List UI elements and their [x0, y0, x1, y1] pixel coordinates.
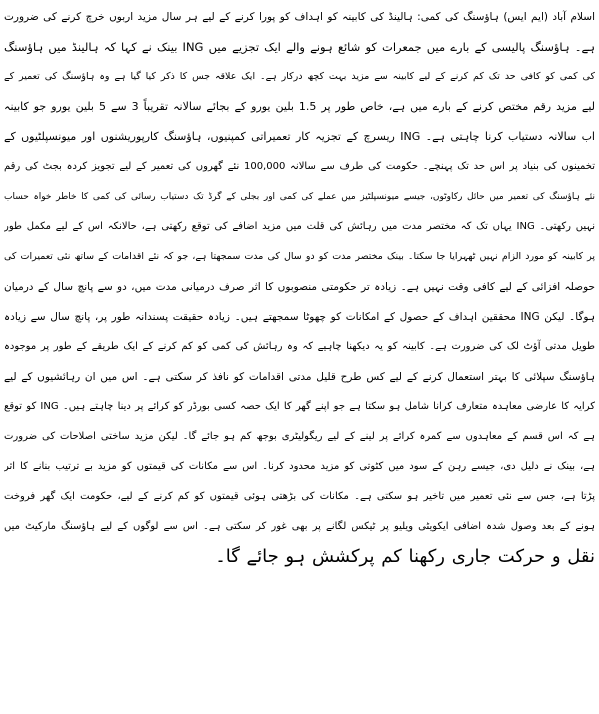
article-line: ہوگا۔ لیکن ING محققین اہداف کے حصول کے امکانات کو چھوٹا سمجھتے ہیں۔ زیادہ حقیقت پسندانہ طور پر، پانچ سال سے زیادہ — [4, 311, 595, 323]
article-line: اسلام آباد (ایم ایس) ہاؤسنگ کی کمی: ہالینڈ کی کابینہ کو اہداف کو پورا کرنے کے لیے ہر سال مزید اربوں خرچ کرنے کی ضرورت — [4, 11, 595, 23]
article-line: پڑتا ہے، جس سے نئی تعمیر میں تاخیر ہو سکتی ہے۔ مکانات کی بڑھتی ہوئی قیمتوں کو کم کرنے کے لیے، حکومت ایک گھر فروخت — [4, 491, 595, 502]
article-body — [4, 2, 595, 710]
article-line: نہیں رکھتی۔ ING یہاں تک کہ مختصر مدت میں رہائش کی قلت میں مزید اضافے کی توقع رکھتی ہے، حالانکہ اس کے لیے مکمل طور — [4, 221, 595, 232]
article-line: پر کابینہ کو مورد الزام نہیں ٹھہرایا جا سکتا۔ بینک مختصر مدت کو دو سال کی مدت سمجھتا ہے، جو کہ نئے اقدامات کے ساتھ نئی تعمیرات کی — [4, 251, 595, 262]
article-line: طویل مدتی آؤٹ لک کی ضرورت ہے۔ کابینہ کو یہ دیکھنا چاہیے کہ وہ رہائش کی کمی کو کم کرنے کے ایک طریقے کے طور پر موجودہ — [4, 341, 595, 352]
article-line: لیے مزید رقم مختص کرنے کے بارے میں ہے، خاص طور پر 1.5 بلین یورو کے بجائے سالانہ تقریباً 3 سے 5 بلین یورو جو کابینہ — [4, 100, 595, 113]
article-line: نئے ہاؤسنگ کی تعمیر میں حائل رکاوٹوں، جیسے میونسپلٹیز میں عملے کی کمی اور بجلی کے گرڈ تک دستیاب رسائی کی کمی کا خاطر خواہ حساب — [4, 192, 595, 202]
article-line: ہے۔ ہاؤسنگ پالیسی کے بارے میں جمعرات کو شائع ہونے والے ایک تجزیے میں ING بینک نے کہا کہ ہالینڈ میں ہاؤسنگ — [4, 40, 595, 54]
article-line: اب سالانہ دستیاب کرنا چاہتی ہے۔ ING ریسرچ کے تجزیہ کار تعمیراتی کمپنیوں، ہاؤسنگ کارپوریشنوں اور میونسپلٹیوں کے — [4, 130, 595, 143]
article-line: ہاؤسنگ سپلائی کا بہتر استعمال کرنے کے لیے کس طرح قلیل مدتی اقدامات کو نافذ کر سکتی ہے۔ اس میں ان رہائشیوں کے لیے — [4, 371, 595, 383]
article-line: نقل و حرکت جاری رکھنا کم پرکشش ہو جائے گا۔ — [215, 546, 595, 567]
article-line: تخمینوں کی بنیاد پر اس حد تک پہنچے۔ حکومت کی طرف سے سالانہ 100,000 نئے گھروں کی تعمیر کے لیے تجویز کردہ بجٹ کی رقم — [4, 161, 595, 172]
article-line: کی کمی کو کافی حد تک کم کرنے کے لیے کابینہ سے مزید بہت کچھ درکار ہے۔ ایک علاقہ جس کا ذکر کیا گیا ہے وہ ہاؤسنگ کی تعمیر کے — [4, 71, 595, 82]
article-line: حوصلہ افزائی کے لیے کافی وقت نہیں ہے۔ زیادہ تر حکومتی منصوبوں کا اثر صرف درمیانی مدت میں، دو سے پانچ سال کے درمیان — [4, 281, 595, 293]
article-line: کرایہ کا عارضی معاہدہ متعارف کرانا شامل ہو سکتا ہے جو اپنے گھر کا ایک حصہ کسی بورڈر کو کرائے پر دینا چاہتے ہیں۔ ING کو توقع — [4, 401, 595, 412]
article-line: ہونے کے بعد وصول شدہ اضافی ایکویٹی ویلیو پر ٹیکس لگانے پر بھی غور کر سکتی ہے۔ اس سے لوگوں کے لیے ہاؤسنگ مارکیٹ میں — [4, 521, 595, 532]
article-line: ہے کہ اس قسم کے معاہدوں سے کمرہ کرائے پر لینے کے لیے ریگولیٹری بوجھ کم ہو جائے گا۔ لیکن مزید ساختی اصلاحات کی ضرورت — [4, 431, 595, 442]
article-line: ہے، بینک نے دلیل دی، جیسے رہن کے سود میں کٹوتی کو مزید محدود کرنا۔ اس سے مکانات کی قیمتوں کو مزید بے ترتیب بنانے کا اثر — [4, 461, 595, 472]
